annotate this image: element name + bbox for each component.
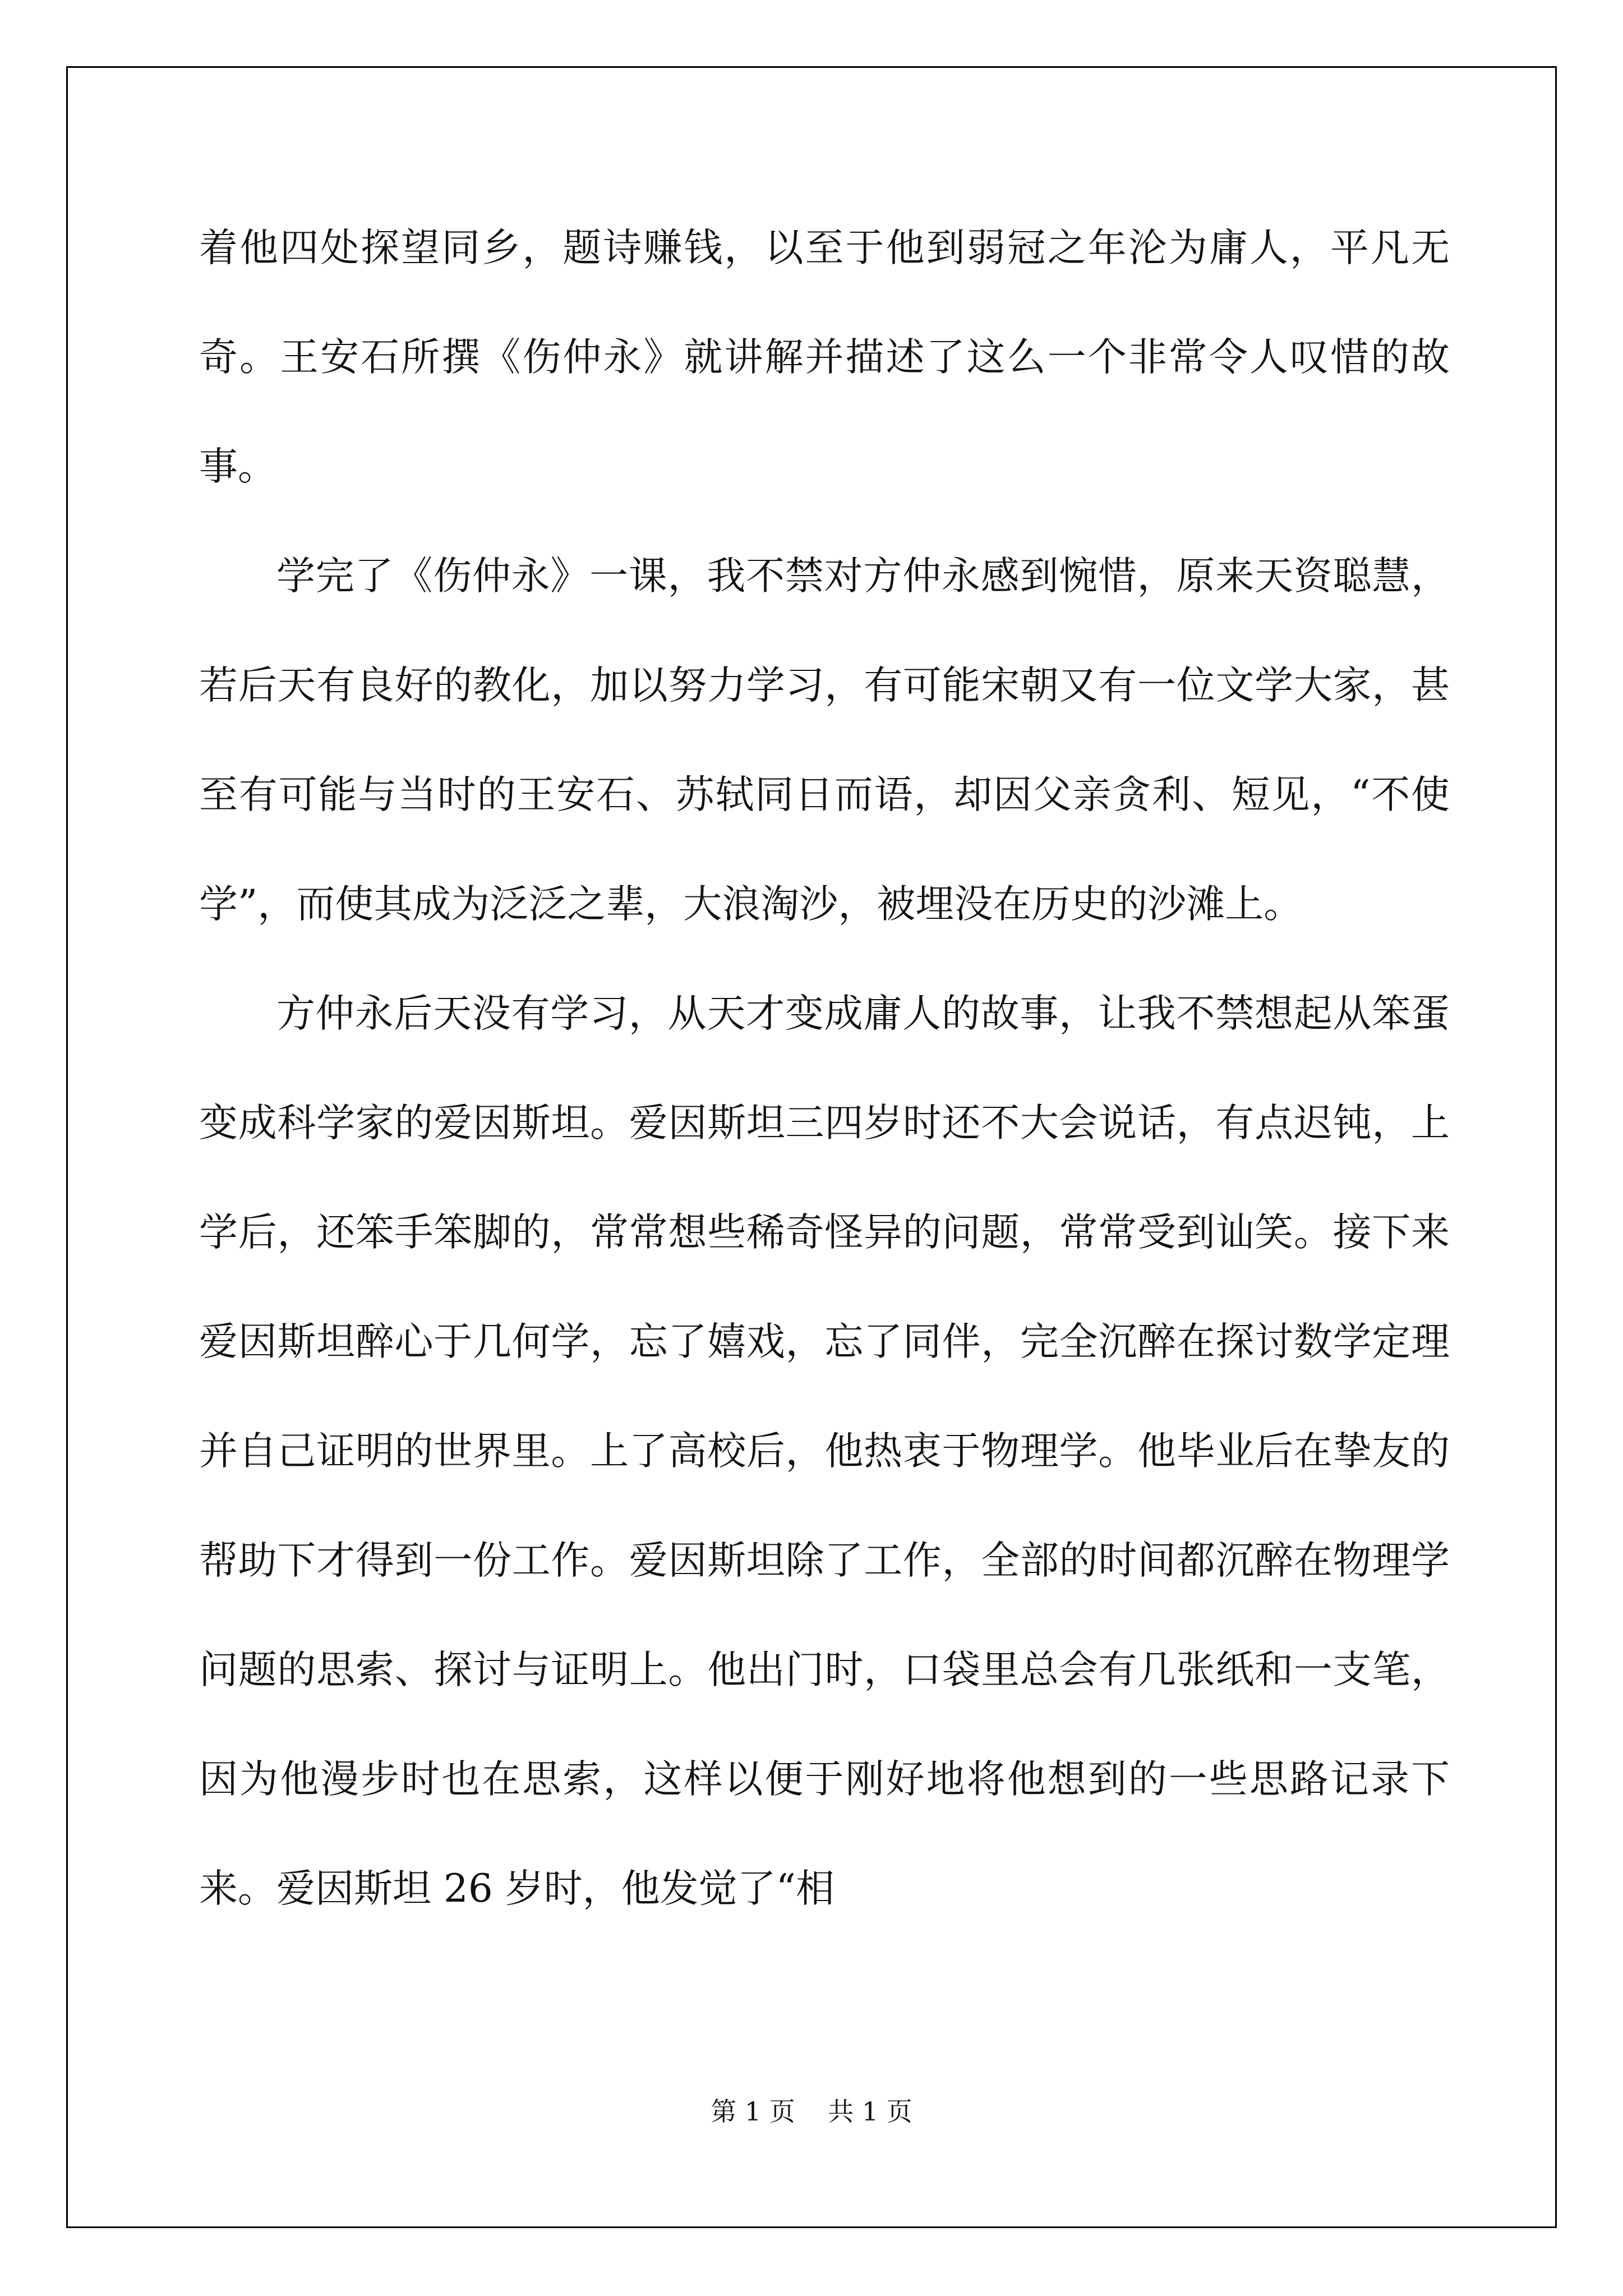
page-footer: 第 1 页 共 1 页 bbox=[711, 2096, 912, 2127]
paragraph-2: 学完了《伤仲永》一课，我不禁对方仲永感到惋惜，原来天资聪慧，若后天有良好的教化，加以努力学习，有可能宋朝又有一位文学大家，甚至有可能与当时的王安石、苏轼同日而语，却因父亲贪利、短见，“不使学”，而使其成为泛泛之辈，大浪淘沙，被埋没在历史的沙滩上。 bbox=[199, 554, 1450, 927]
paragraph-3: 方仲永后天没有学习，从天才变成庸人的故事，让我不禁想起从笨蛋变成科学家的爱因斯坦。爱因斯坦三四岁时还不大会说话，有点迟钝，上学后，还笨手笨脚的，常常想些稀奇怪异的问题，常常受到讪笑。接下来爱因斯坦醉心于几何学，忘了嬉戏，忘了同伴，完全沉醉在探讨数学定理并自己证明的世界里。上了高校后，他热衷于物理学。他毕业后在挚友的帮助下才得到一份工作。爱因斯坦除了工作，全部的时间都沉醉在物理学问题的思索、探讨与证明上。他出门时，口袋里总会有几张纸和一支笔，因为他漫步时也在思索，这样以便于刚好地将他想到的一些思路记录下来。爱因斯坦 26 岁时，他发觉了“相 bbox=[199, 991, 1450, 1911]
paragraph-1: 着他四处探望同乡，题诗赚钱，以至于他到弱冠之年沦为庸人，平凡无奇。王安石所撰《伤仲永》就讲解并描述了这么一个非常令人叹惜的故事。 bbox=[199, 226, 1450, 489]
document-body bbox=[199, 194, 1450, 1944]
